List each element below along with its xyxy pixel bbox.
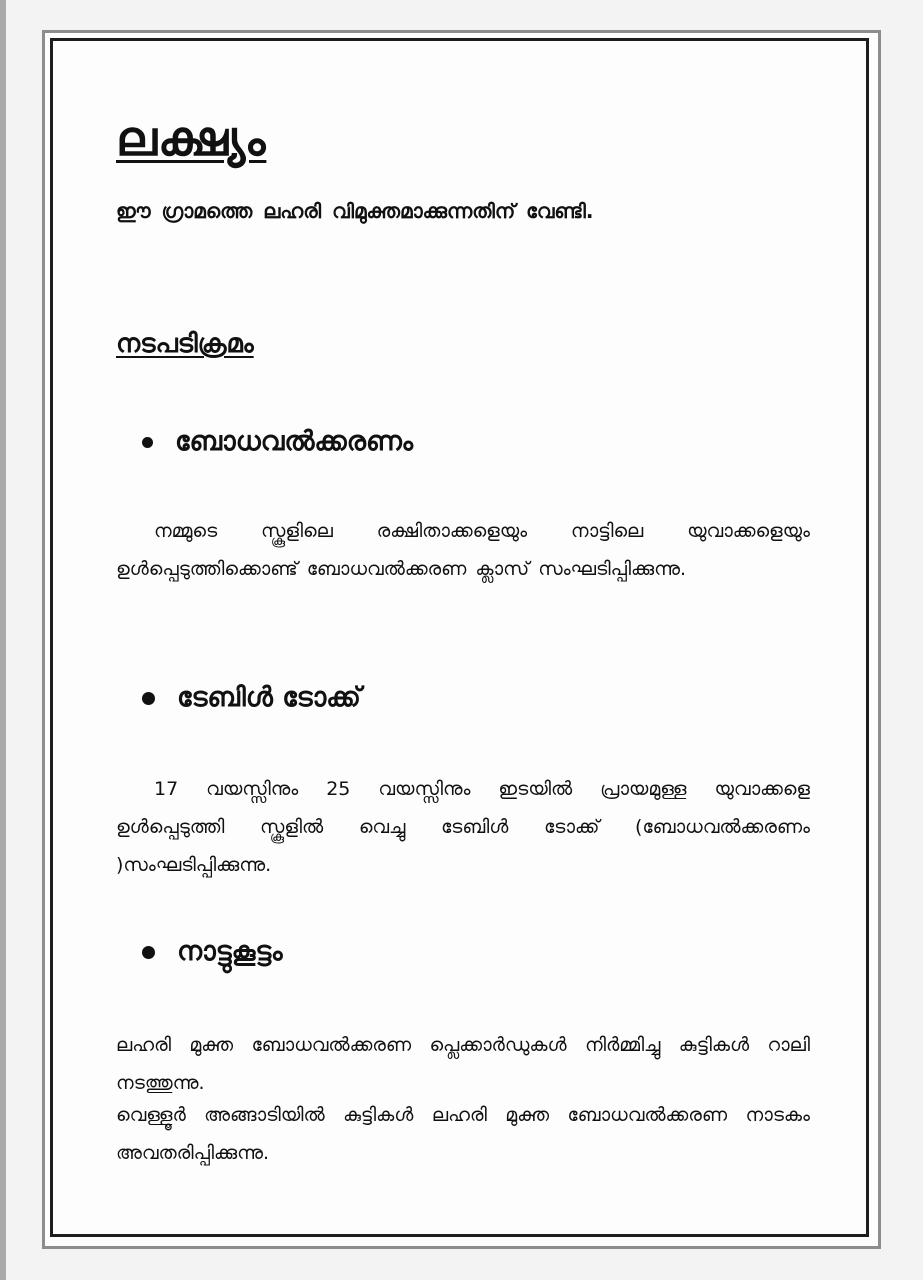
- page-title: ലക്ഷ്യം: [116, 111, 267, 167]
- drama-paragraph: വെള്ളൂർ അങ്ങാടിയിൽ കുട്ടികൾ ലഹരി മുക്ത ബോധവൽക്കരണ നാടകം അവതരിപ്പിക്കുന്നു.: [116, 1104, 810, 1164]
- table-talk-paragraph: 17 വയസ്സിനും 25 വയസ്സിനും ഇടയിൽ പ്രായമുള്ള യുവാക്കളെ ഉൾപ്പെടുത്തി സ്കൂളിൽ വെച്ചു ടേബിൾ ടോക്ക് (ബോധവൽക്കരണം )സംഘടിപ്പിക്കുന്നു.: [116, 778, 811, 876]
- awareness-paragraph: നമ്മുടെ സ്കൂളിലെ രക്ഷിതാക്കളെയും നാട്ടിലെ യുവാക്കളെയും ഉൾപ്പെടുത്തിക്കൊണ്ട് ബോധവൽക്കരണ ക്ലാസ് സംഘടിപ്പിക്കുന്നു.: [116, 520, 810, 580]
- procedure-heading: നടപടിക്രമം: [116, 329, 254, 359]
- bullet-label: ടേബിൾ ടോക്ക്: [177, 682, 361, 713]
- bullet-item-awareness: [142, 424, 413, 460]
- bullet-item-village-gathering: [142, 934, 283, 970]
- bullet-item-table-talk: [142, 680, 361, 716]
- screen-edge: [0, 0, 6, 1280]
- rally-paragraph: ലഹരി മുക്ത ബോധവൽക്കരണ പ്ലെക്കാർഡുകൾ നിർമ്മിച്ചു കുട്ടികൾ റാലി നടത്തുന്നു.: [116, 1034, 810, 1094]
- bullet-label: ബോധവൽക്കരണം: [175, 426, 414, 457]
- bullet-icon: [142, 692, 155, 705]
- bullet-label: നാട്ടുകൂട്ടം: [177, 936, 283, 967]
- bullet-icon: [142, 946, 155, 959]
- aim-statement: ഈ ഗ്രാമത്തെ ലഹരി വിമുക്തമാക്കുന്നതിന് വേണ്ടി.: [116, 199, 594, 223]
- bullet-icon: [142, 437, 153, 448]
